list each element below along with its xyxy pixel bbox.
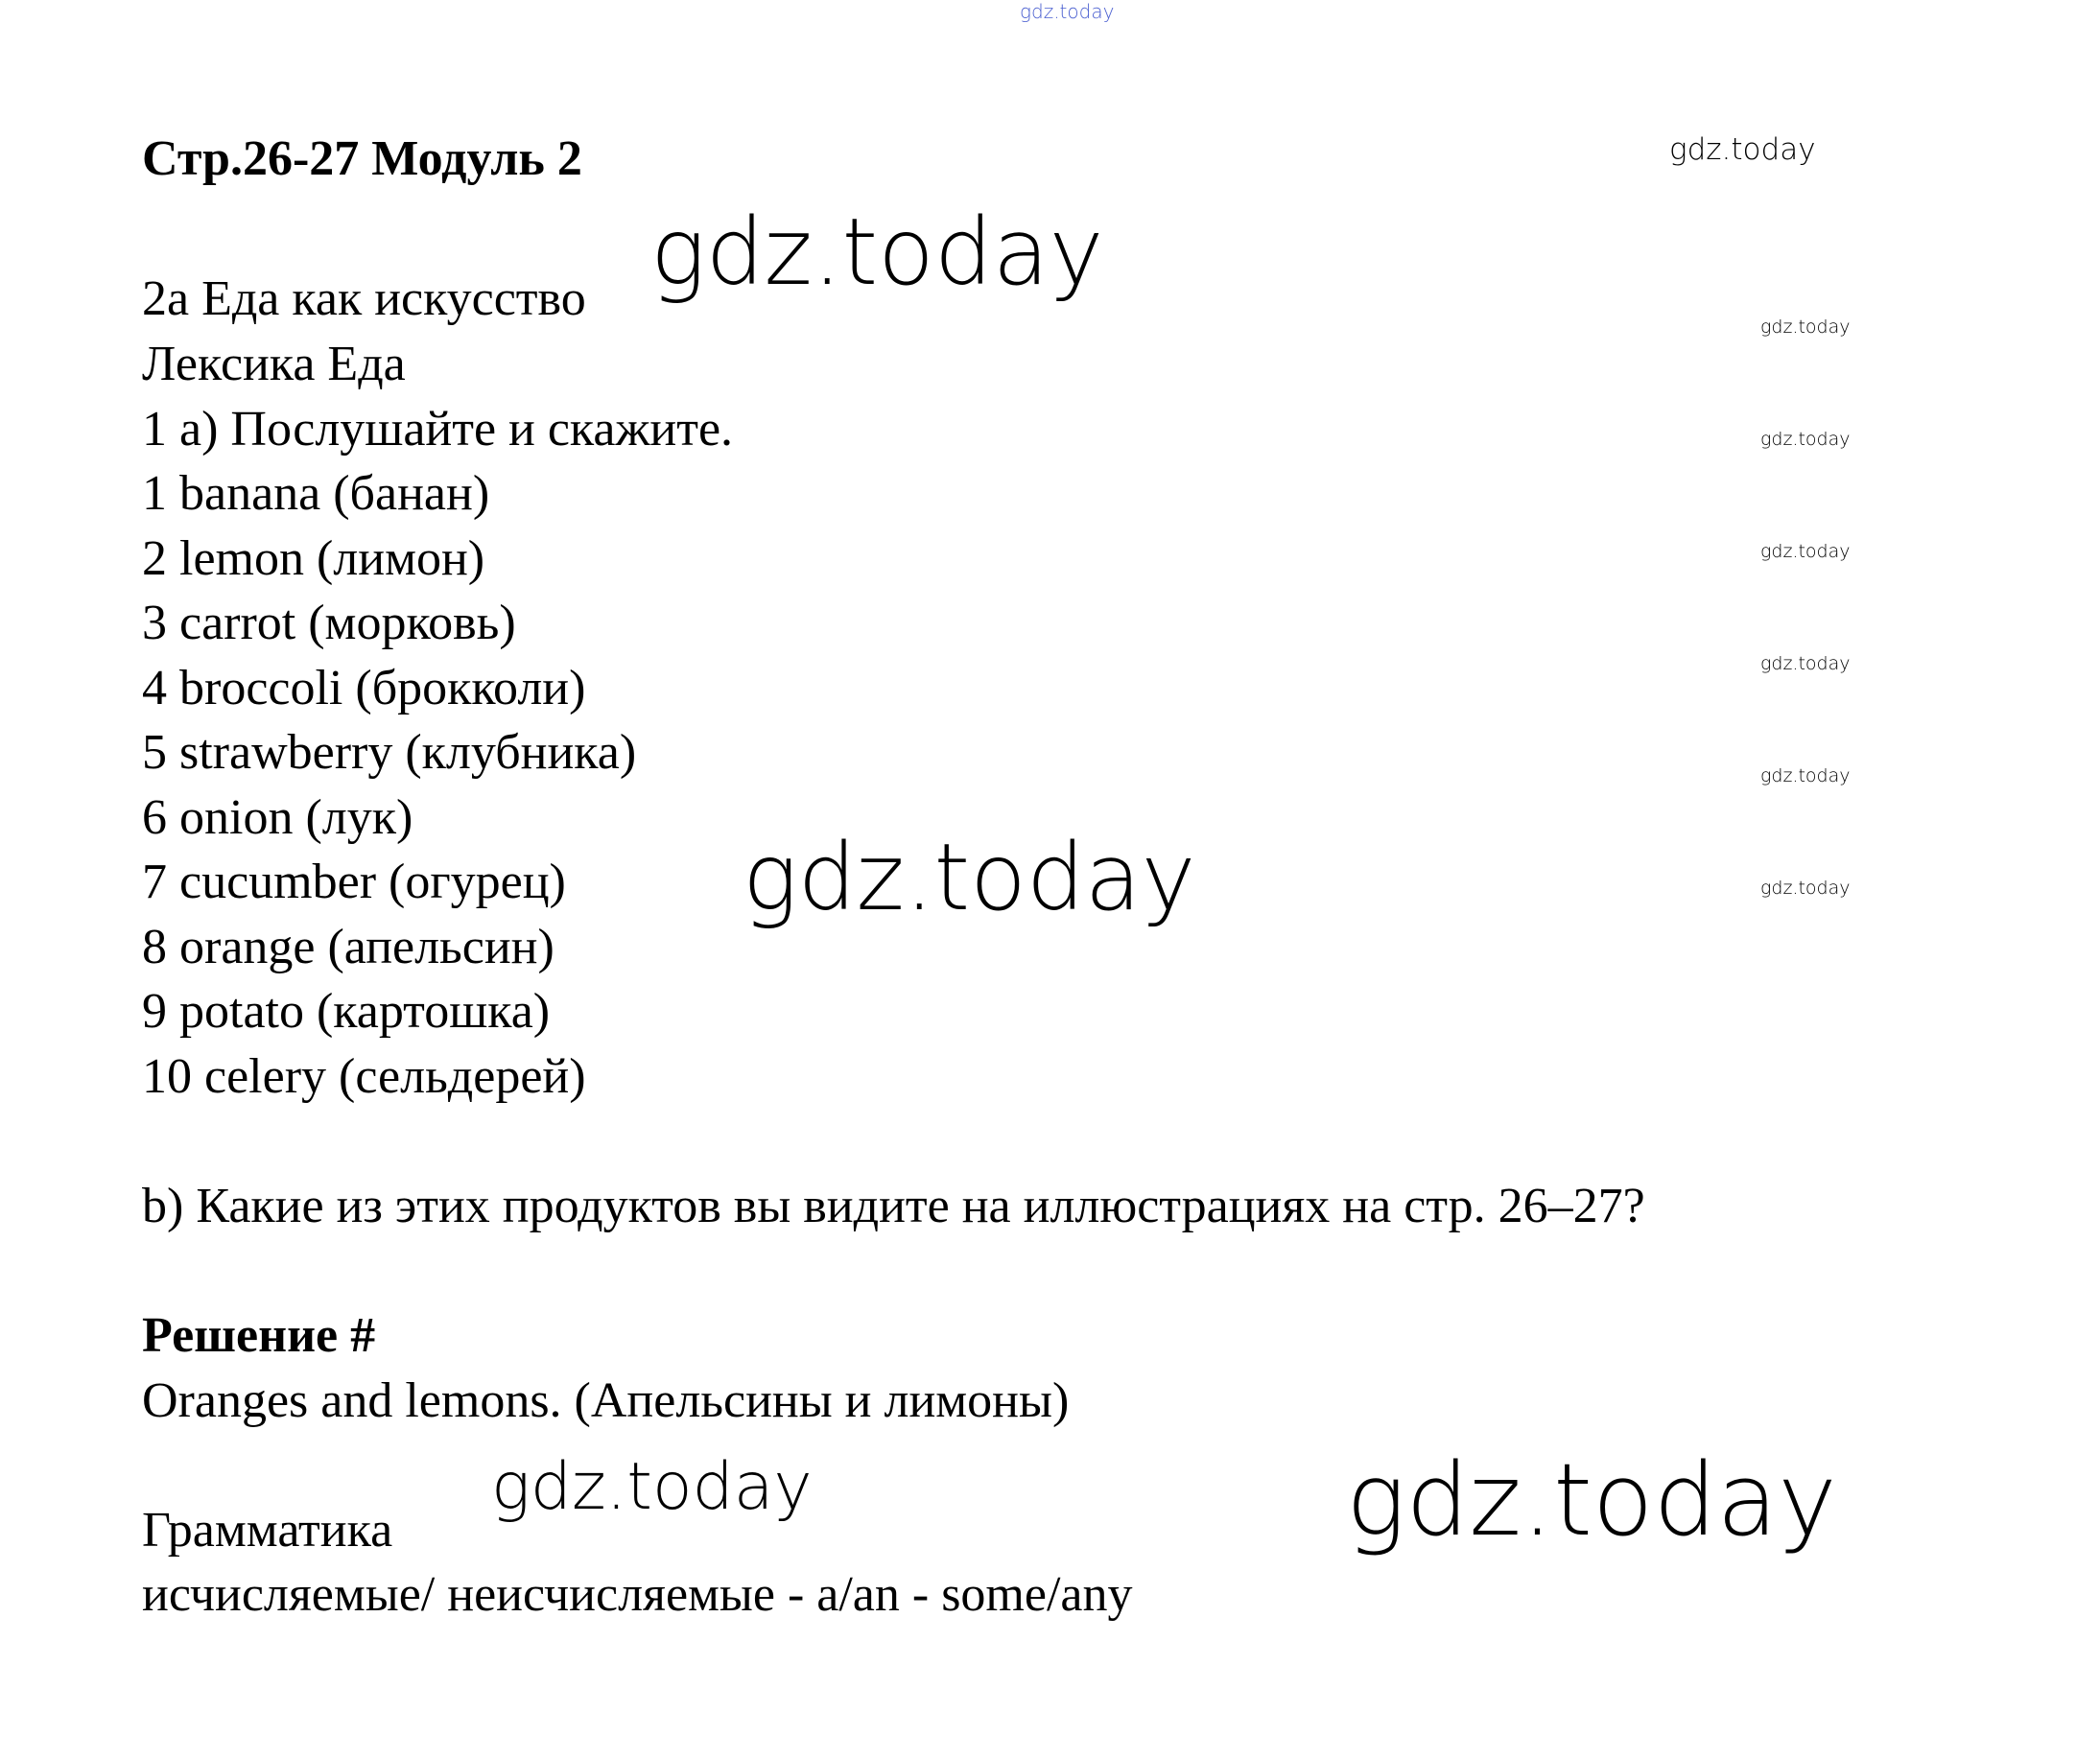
exercise-a-prompt: 1 a) Послушайте и скажите. bbox=[142, 402, 734, 457]
watermark-small: gdz.today bbox=[1760, 316, 1851, 338]
vocab-item: 3 carrot (морковь) bbox=[142, 596, 516, 650]
page-title: Стр.26-27 Модуль 2 bbox=[142, 131, 582, 186]
watermark-small: gdz.today bbox=[1669, 132, 1816, 167]
watermark-top: gdz.today bbox=[1020, 0, 1115, 23]
grammar-topic: исчисляемые/ неисчисляемые - a/an - some/any bbox=[142, 1567, 1133, 1622]
vocab-item: 7 cucumber (огурец) bbox=[142, 855, 566, 909]
exercise-b-prompt: b) Какие из этих продуктов вы видите на иллюстрациях на стр. 26–27? bbox=[142, 1179, 1645, 1233]
vocab-item: 4 broccoli (брокколи) bbox=[142, 661, 586, 715]
watermark-small: gdz.today bbox=[1760, 765, 1851, 786]
watermark-large: gdz.today bbox=[1346, 1442, 1837, 1559]
solution-text: Oranges and lemons. (Апельсины и лимоны) bbox=[142, 1373, 1070, 1428]
watermark-large: gdz.today bbox=[650, 199, 1104, 306]
vocab-item: 8 orange (апельсин) bbox=[142, 920, 554, 974]
vocab-item: 1 banana (банан) bbox=[142, 466, 490, 521]
watermark-small: gdz.today bbox=[1760, 653, 1851, 674]
watermark-small: gdz.today bbox=[1760, 429, 1851, 450]
vocab-item: 6 onion (лук) bbox=[142, 790, 413, 845]
solution-heading: Решение # bbox=[142, 1308, 376, 1363]
lexis-heading: Лексика Еда bbox=[142, 337, 406, 391]
watermark-large: gdz.today bbox=[743, 824, 1196, 931]
watermark-small: gdz.today bbox=[1760, 541, 1851, 562]
watermark-small: gdz.today bbox=[1760, 878, 1851, 899]
grammar-heading: Грамматика bbox=[142, 1503, 393, 1558]
vocab-item: 5 strawberry (клубника) bbox=[142, 725, 637, 780]
vocab-item: 9 potato (картошка) bbox=[142, 984, 551, 1039]
vocab-item: 10 celery (сельдерей) bbox=[142, 1049, 586, 1104]
vocab-item: 2 lemon (лимон) bbox=[142, 531, 485, 586]
watermark-large: gdz.today bbox=[491, 1449, 813, 1525]
lesson-title: 2a Еда как искусство bbox=[142, 271, 586, 326]
